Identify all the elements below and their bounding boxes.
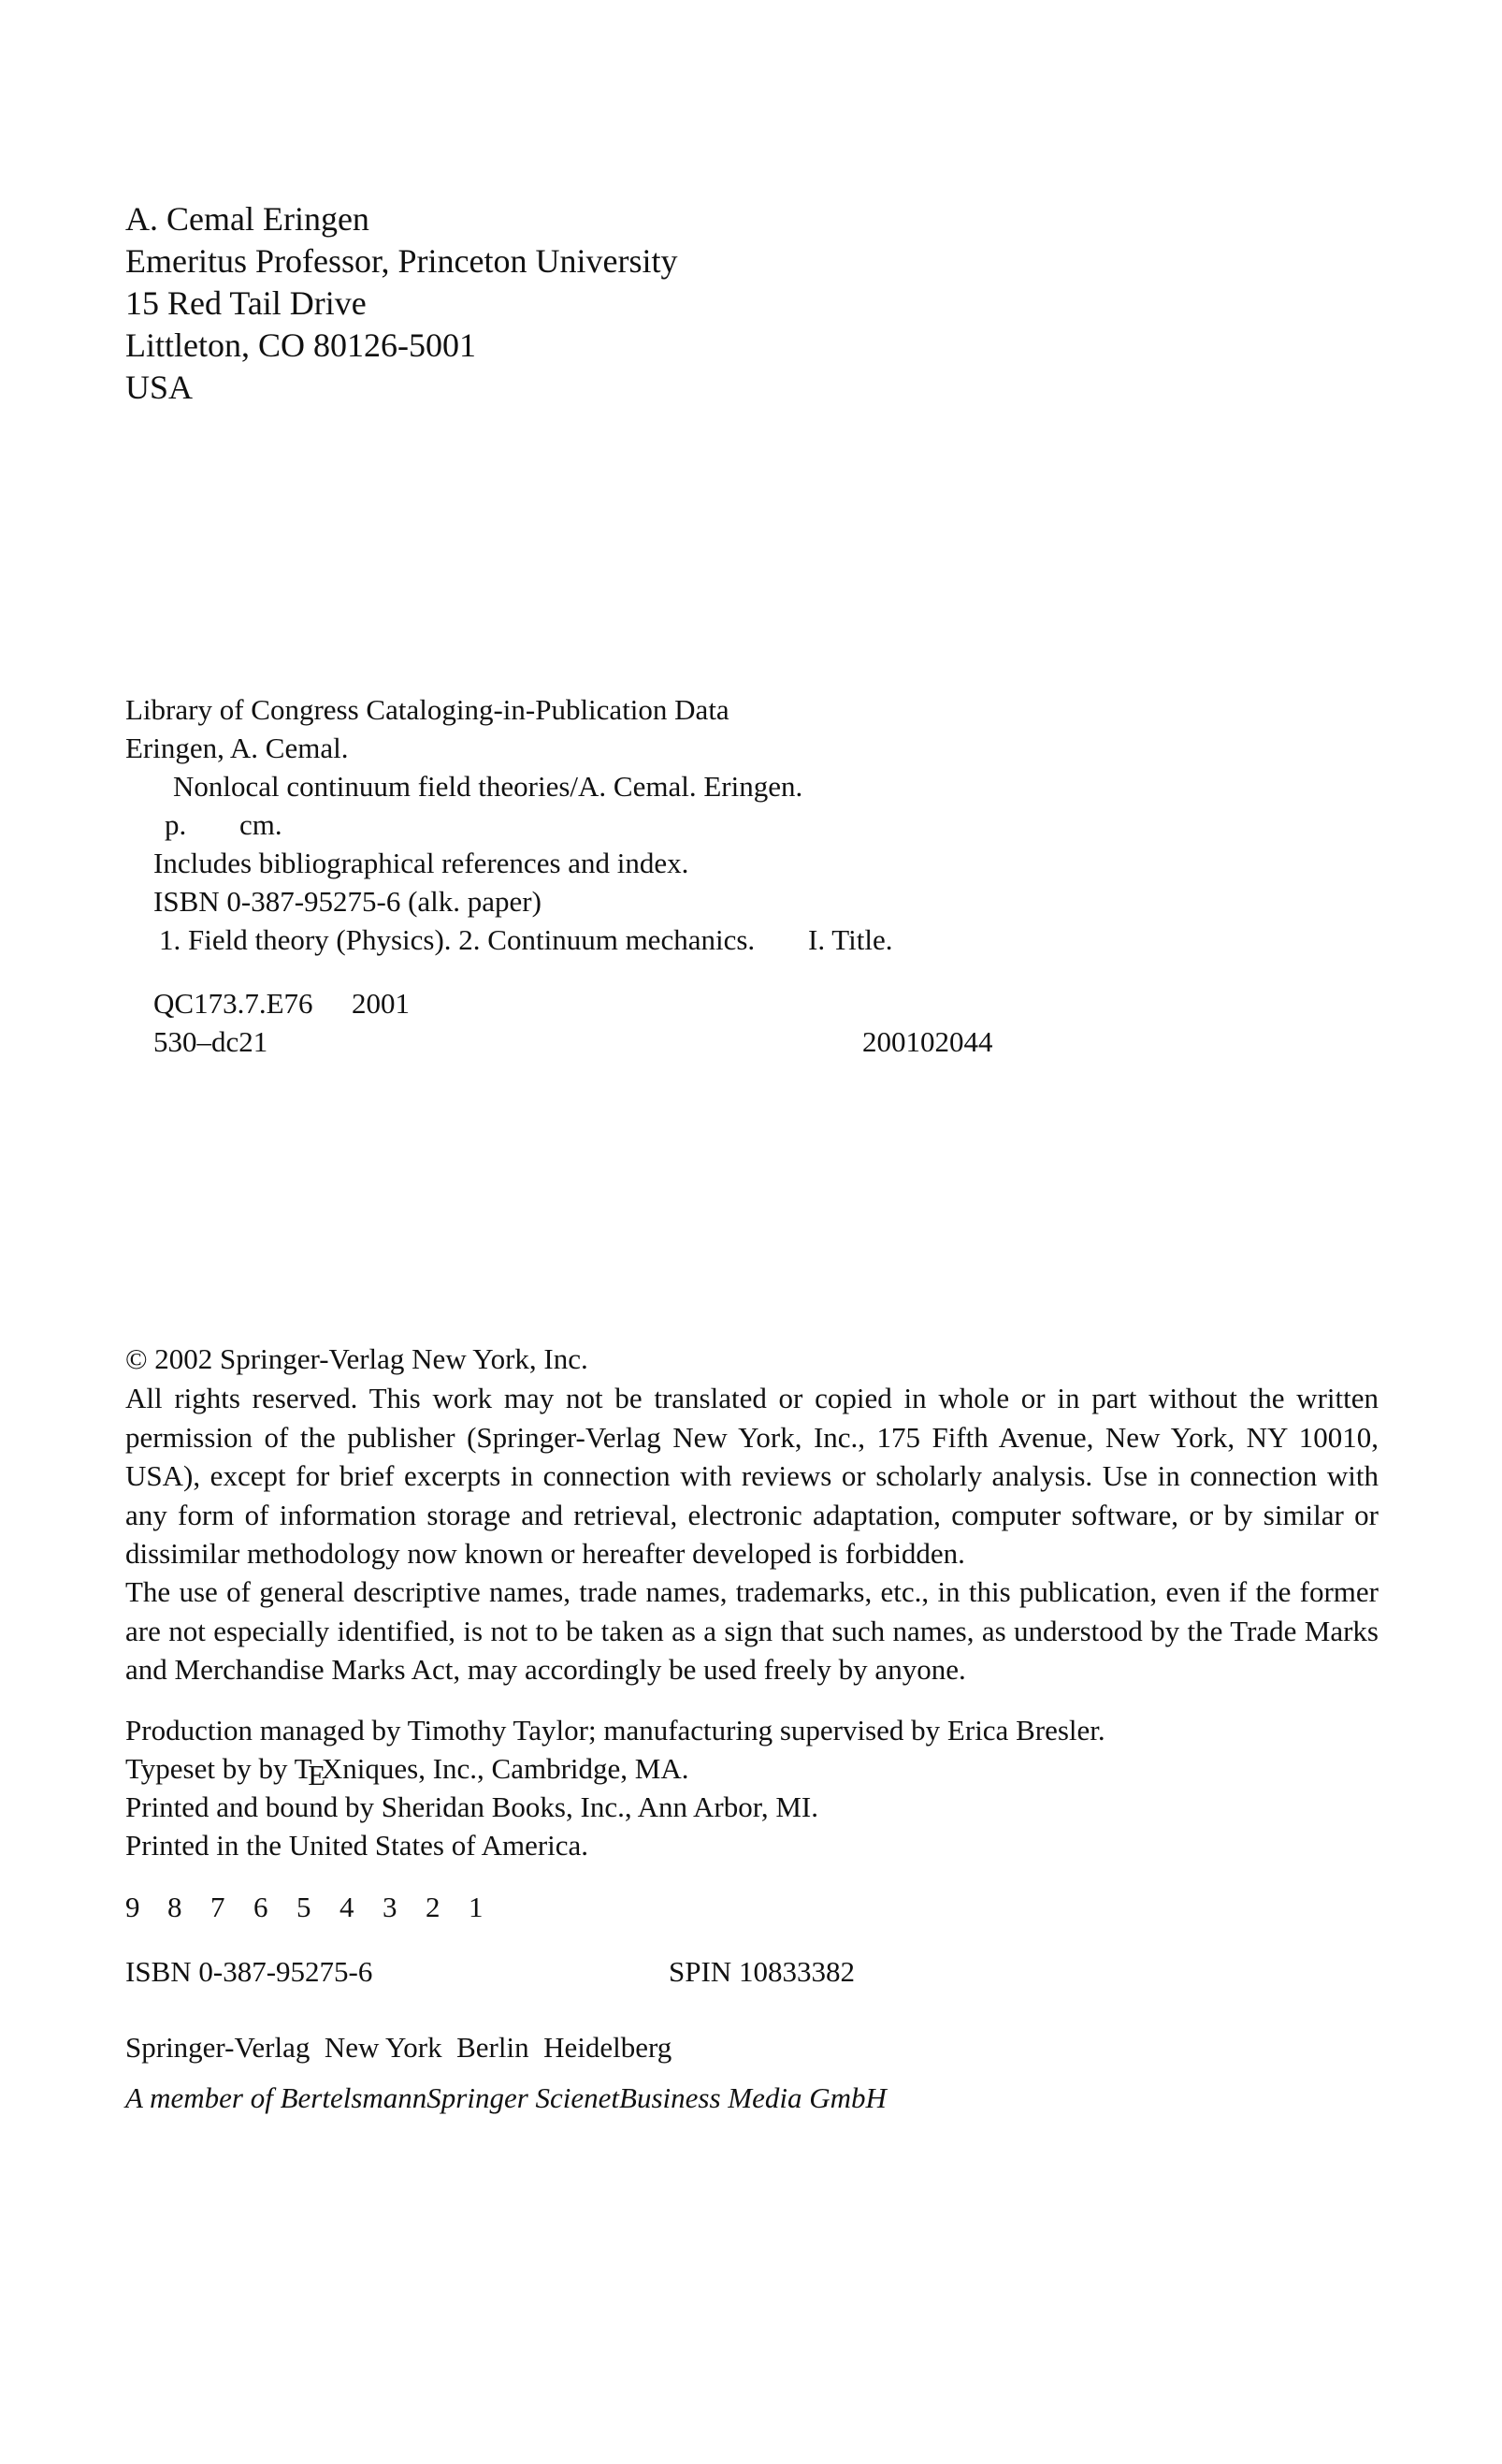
printing-number: 1 [469, 1891, 484, 1923]
printing-number: 8 [167, 1891, 182, 1923]
cip-title-line: Nonlocal continuum field theories/A. Cemal. Eringen. [173, 770, 803, 803]
cip-subjects: 1. Field theory (Physics). 2. Continuum mechanics. [159, 923, 756, 956]
publisher-imprint: Springer-Verlag New York Berlin Heidelberg [125, 2031, 672, 2064]
typeset-prefix: Typeset by by T [125, 1752, 312, 1785]
cip-lccn: 200102044 [862, 1025, 993, 1058]
country-of-print: Printed in the United States of America. [125, 1829, 589, 1862]
printing-number: 4 [339, 1891, 354, 1923]
printing-number: 3 [383, 1891, 397, 1923]
isbn: ISBN 0-387-95275-6 [125, 1955, 373, 1988]
author-street: 15 Red Tail Drive [125, 284, 367, 322]
cip-author: Eringen, A. Cemal. [125, 732, 349, 764]
cip-heading: Library of Congress Cataloging-in-Publication Data [125, 693, 729, 726]
cip-pages: p. [165, 808, 187, 841]
author-city: Littleton, CO 80126-5001 [125, 326, 476, 364]
author-title: Emeritus Professor, Princeton University [125, 242, 678, 280]
printing-number: 2 [426, 1891, 440, 1923]
typeset-suffix: Xniques, Inc., Cambridge, MA. [321, 1752, 689, 1785]
copyright-notice: © 2002 Springer-Verlag New York, Inc. [125, 1342, 588, 1375]
typeset-tex-e: E [308, 1758, 326, 1791]
cip-year: 2001 [352, 987, 410, 1020]
publisher-member: A member of BertelsmannSpringer ScienetBusiness Media GmbH [125, 2081, 887, 2114]
printing-number: 9 [125, 1891, 140, 1923]
author-country: USA [125, 369, 194, 406]
author-address [125, 198, 677, 409]
author-name: A. Cemal Eringen [125, 200, 369, 238]
cip-bibliography: Includes bibliographical references and index. [153, 847, 689, 879]
cip-call-number: QC173.7.E76 [153, 987, 313, 1020]
production-credit: Production managed by Timothy Taylor; manufacturing supervised by Erica Bresler. [125, 1714, 1105, 1747]
trademarks-paragraph: The use of general descriptive names, trade names, trademarks, etc., in this publication, even if the former are not especially identified, is not to be taken as a sign that such names, as understood by the Trade Marks and Merchandise Marks Act, may accordingly be used freely by anyone. [125, 1575, 1379, 1686]
cip-isbn: ISBN 0-387-95275-6 (alk. paper) [153, 885, 542, 918]
cip-dewey: 530–dc21 [153, 1025, 268, 1058]
printer-credit: Printed and bound by Sheridan Books, Inc., Ann Arbor, MI. [125, 1790, 818, 1823]
printing-number: 7 [210, 1891, 225, 1923]
spin: SPIN 10833382 [669, 1955, 855, 1988]
typeset-credit [125, 1749, 688, 1789]
rights-paragraph: All rights reserved. This work may not be translated or copied in whole or in part without the written permission of the publisher (Springer-Verlag New York, Inc., 175 Fifth Avenue, New York, NY 10010, USA), except for brief excerpts in connection with reviews or scholarly analysis. Use in connection with any form of information storage and retrieval, electronic adaptation, computer software, or by similar or dissimilar methodology now known or hereafter developed is forbidden. [125, 1382, 1379, 1570]
cip-title-label: I. Title. [808, 923, 893, 956]
cip-cm: cm. [239, 808, 282, 841]
printing-number: 5 [296, 1891, 311, 1923]
printing-number: 6 [253, 1891, 268, 1923]
